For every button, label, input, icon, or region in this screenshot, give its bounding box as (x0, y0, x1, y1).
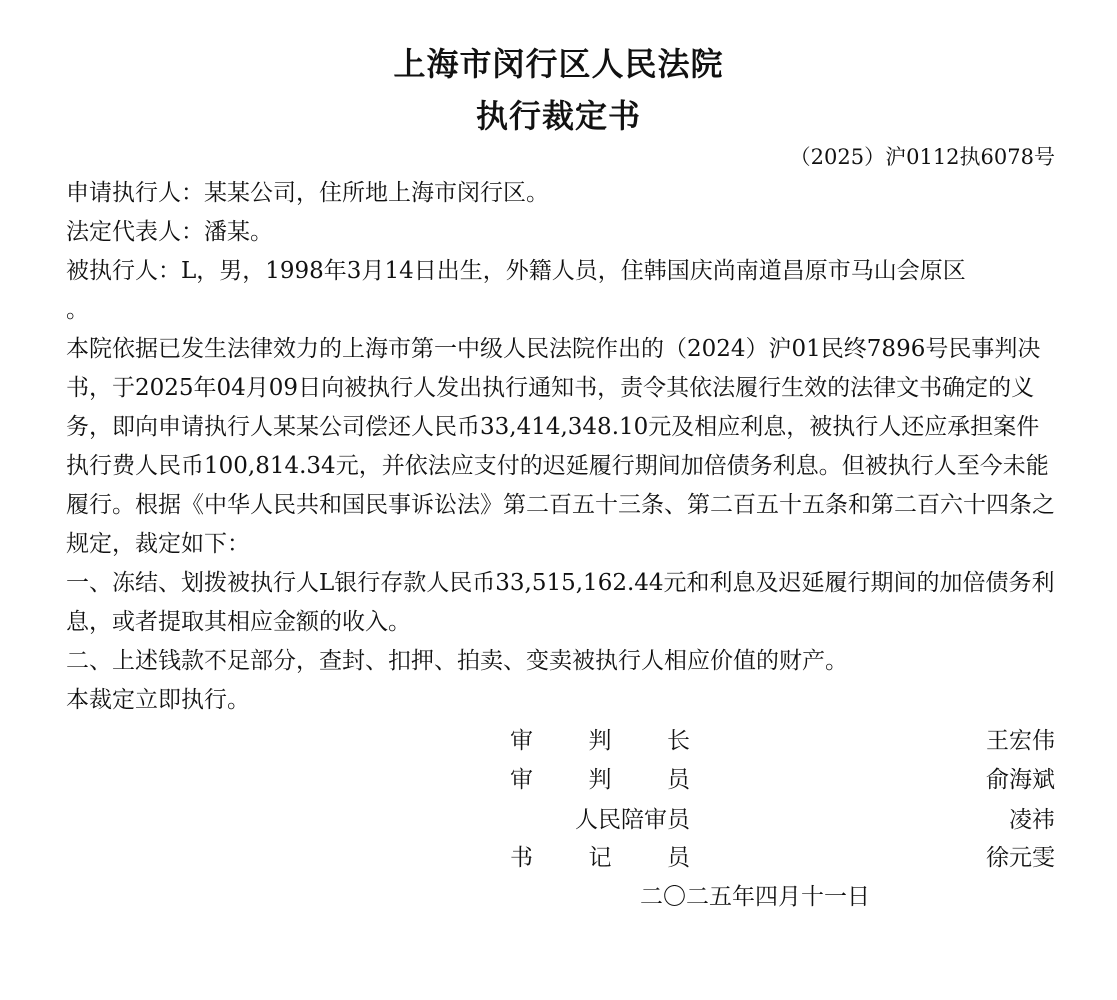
case-number: （2025）沪0112执6078号 (789, 145, 1055, 169)
signature-assessor (0, 801, 1117, 839)
signature-name: 凌祎 (1009, 807, 1055, 833)
signature-name: 王宏伟 (986, 728, 1055, 754)
court-name: 上海市闵行区人民法院 (393, 45, 724, 83)
signature-judge (0, 761, 1117, 799)
applicant-line: 申请执行人：某某公司，住所地上海市闵行区。 (66, 180, 549, 206)
respondent-line: 被执行人：L，男，1998年3月14日出生，外籍人员，住韩国庆尚南道昌原市马山会原区 (66, 258, 966, 284)
signature-role: 审 判 员 (510, 767, 690, 793)
respondent-line-end: 。 (66, 297, 89, 323)
ruling-date: 二〇二五年四月十一日 (640, 884, 870, 910)
signature-role: 人民陪审员 (575, 807, 690, 833)
signature-role: 审 判 长 (510, 728, 690, 754)
document-body (66, 174, 1056, 720)
facts-paragraph: 本院依据已发生法律效力的上海市第一中级人民法院作出的（2024）沪01民终7896号民事判决书，于2025年04月09日向被执行人发出执行通知书，责令其依法履行生效的法律文书确定的义务，即向申请执行人某某公司偿还人民币33,414,348.10元及相应利息，被执行人还应承担案件执行费人民币100,814.34元，并依法应支付的迟延履行期间加倍债务利息。但被执行人至今未能履行。根据《中华人民共和国民事诉讼法》第二百五十三条、第二百五十五条和第二百六十四条之规定，裁定如下： (66, 336, 1055, 557)
signature-name: 俞海斌 (986, 767, 1055, 793)
signature-name: 徐元雯 (986, 845, 1055, 871)
signature-chief-judge (0, 722, 1117, 760)
signature-role: 书 记 员 (510, 845, 690, 871)
ruling-item-1: 一、冻结、划拨被执行人L银行存款人民币33,515,162.44元和利息及迟延履行期间的加倍债务利息，或者提取其相应金额的收入。 (66, 570, 1055, 635)
ruling-item-2: 二、上述钱款不足部分，查封、扣押、拍卖、变卖被执行人相应价值的财产。 (66, 648, 848, 674)
signature-clerk (0, 839, 1117, 877)
document-title: 执行裁定书 (475, 97, 641, 135)
closing-line: 本裁定立即执行。 (66, 687, 250, 713)
legal-representative-line: 法定代表人：潘某。 (66, 219, 273, 245)
